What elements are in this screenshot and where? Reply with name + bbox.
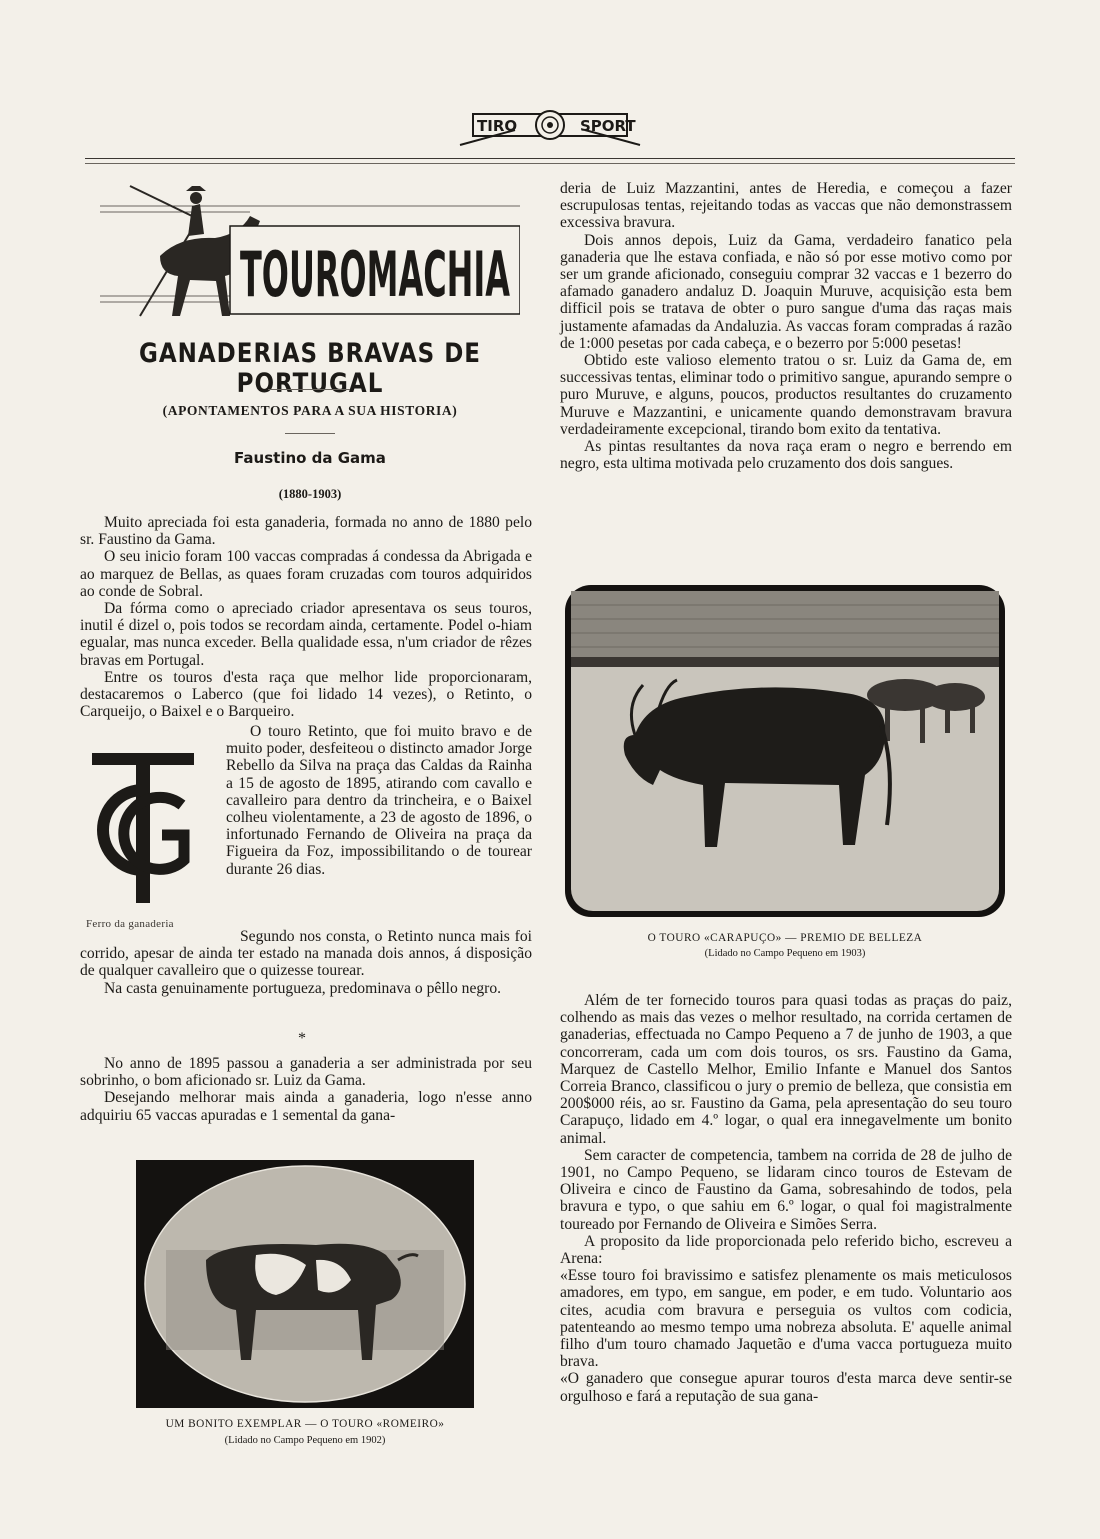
title-rule [268, 389, 350, 390]
paragraph: Além de ter fornecido touros para quasi todas as praças do paiz, colhendo as mais das vezes o melhor resultado, na corrida certamen de ganaderias, effectuada no Campo Pequeno a 7 de junho de 1903, a que concorreram, cada um com dois touros, os srs. Faustino da Gama, Marquez de Castello Melhor, Emilio Infante e Manuel dos Santos Correia Branco, classificou o jury o premio de belleza, que consistia em 200$000 réis, ao sr. Faustino da Gama, pela apresentação do seu touro Carapuço, lidado em 4.º logar, o qual era innegavelmente um bonito animal. [560, 992, 1012, 1147]
paragraph: O seu inicio foram 100 vaccas compradas á condessa da Abrigada e ao marquez de Bellas, as quaes foram cruzadas com touros adquiridos ao conde de Sobral. [80, 548, 532, 600]
paragraph: No anno de 1895 passou a ganaderia a ser administrada por seu sobrinho, o bom aficionado sr. Luiz da Gama. [80, 1055, 532, 1090]
ganaderia-brand-monogram-icon [84, 745, 202, 910]
paragraph: Desejando melhorar mais ainda a ganaderia, logo n'esse anno adquiriu 65 vaccas apuradas e 1 semental da gana- [80, 1089, 532, 1124]
paragraph: O touro Retinto, que foi muito bravo e de muito poder, desfeiteou o distincto amador Jorge Rebello da Silva na praça das Caldas da Rainha a 15 de agosto de 1895, atirando com cavallo e cavalleiro para dentro da trincheira, e o Baixel colheu violentamente, a 23 de agosto de 1896, o infortunado Fernando de Oliveira na praça da Figueira da Foz, impossibilitando o de tourear durante 26 dias. [226, 723, 532, 878]
photo-caption: O TOURO «CARAPUÇO» — PREMIO DE BELLEZA [647, 932, 923, 944]
ganaderia-name: Faustino da Gama [234, 449, 386, 467]
paragraph: Muito apreciada foi esta ganaderia, formada no anno de 1880 pelo sr. Faustino da Gama. [80, 514, 532, 549]
paragraph: Dois annos depois, Luiz da Gama, verdadeiro fanatico pela ganaderia que lhe estava confiada, e não só por esse motivo como por ser um grande aficionado, conseguiu comprar 32 vaccas e 1 bezerro do afamado ganadero andaluz D. Joaquin Muruve, acquisição esta bem difficil pois se tratava de obter o puro sangue d'uma das raças mais justamente afamadas da Andaluzia. As vaccas foram compradas á razão de 1:000 pesetas por cada cabeça, e o bezerro por 5:000 pesetas! [560, 231, 1012, 352]
article-title: GANADERIAS BRAVAS DE PORTUGAL [138, 339, 482, 399]
photo-caption: UM BONITO EXEMPLAR — O TOURO «ROMEIRO» [165, 1418, 445, 1430]
paragraph: Na casta genuinamente portugueza, predominava o pêllo negro. [104, 979, 502, 997]
article-subtitle: (APONTAMENTOS PARA A SUA HISTORIA) [162, 403, 458, 418]
paragraph: «Esse touro foi bravissimo e satisfez plenamente os mais meticulosos amadores, em typo, em sangue, em poder, e em tudo. Voluntario aos cites, acudia com bravura e perseguia os vultos com codicia, patenteando ao mesmo tempo uma nobreza absoluta. E' aquelle animal filho d'um touro chamado Jaquetão e d'uma vacca portugueza muito brava. [560, 1267, 1012, 1371]
masthead-logo-text: TIRO [477, 117, 518, 135]
left-column-block-a [80, 514, 532, 720]
touromachia-lettering: TOUROMACHIA [240, 238, 511, 311]
svg-text:SPORT: SPORT [580, 117, 636, 135]
right-column-block-a [560, 180, 1012, 472]
masthead-logo [455, 100, 645, 152]
paragraph: Sem caracter de competencia, tambem na corrida de 28 de julho de 1901, no Campo Pequeno, se lidaram cinco touros de Estevam de Oliveira e cinco de Faustino da Gama, sobresahindo de todos, pela bravura e typo, o que sahiu em 6.º logar, o qual foi magistralmente toureado por Fernando de Oliveira e Simões Serra. [560, 1146, 1012, 1233]
right-column-block-b [560, 992, 1012, 1405]
paragraph: Da fórma como o apreciado criador apresentava os seus touros, inutil é dizel o, pois todos se recordam ainda, certamente. Podel o-hiam egualar, mas nunca exceder. Bella qualidade essa, n'um criador de rêzes bravas em Portugal. [80, 600, 532, 669]
left-column-block-c [80, 928, 532, 997]
paragraph: As pintas resultantes da nova raça eram o negro e berrendo em negro, esta ultima motivada pelo cruzamento dos dois sangues. [560, 438, 1012, 473]
paragraph: Obtido este valioso elemento tratou o sr. Luiz da Gama de, em successivas tentas, eliminar todo o primitivo sangue, apurando sempre o puro Muruve, e alguns, poucos, productos resultantes do cruzamento Muruve e Mazzantini, e unicamente quando demonstravam bravura verdadeiramente excepcional, tirando bom exito da tentativa. [560, 352, 1012, 438]
photo-touro-romeiro [136, 1160, 474, 1408]
left-column-block-d [80, 1055, 532, 1124]
paragraph: «O ganadero que consegue apurar touros d'esta marca deve sentir-se orgulhoso e fará a reputação de sua gana- [560, 1370, 1012, 1405]
ganaderia-years: (1880-1903) [278, 487, 342, 501]
monogram-caption: Ferro da ganaderia [86, 918, 174, 930]
left-column-block-b [226, 723, 532, 878]
photo-subcaption: (Lidado no Campo Pequeno em 1903) [704, 948, 866, 959]
photo-subcaption: (Lidado no Campo Pequeno em 1902) [224, 1435, 386, 1446]
header-rule [85, 158, 1015, 159]
paragraph: Segundo nos consta, o Retinto nunca mais foi corrido, apesar de ainda ter estado na manada dois annos, á disposição de qualquer cavalleiro que o quizesse tourear. [80, 928, 532, 980]
photo-touro-carapuco [565, 585, 1005, 917]
section-separator: * [298, 1030, 306, 1047]
paragraph: Entre os touros d'esta raça que melhor lide proporcionaram, destacaremos o Laberco (que foi lidado 14 vezes), o Retinto, o Carqueijo, o Baixel e o Barqueiro. [80, 668, 532, 721]
paragraph: A proposito da lide proporcionada pelo referido bicho, escreveu a Arena: [560, 1232, 1012, 1268]
paragraph: deria de Luiz Mazzantini, antes de Heredia, e começou a fazer escrupulosas tentas, rejeitando todas as vaccas que não demonstrassem excessiva bravura. [560, 180, 1012, 232]
subtitle-rule [285, 433, 335, 434]
header-rule-thin [85, 163, 1015, 164]
touromachia-header-illustration [100, 176, 520, 326]
